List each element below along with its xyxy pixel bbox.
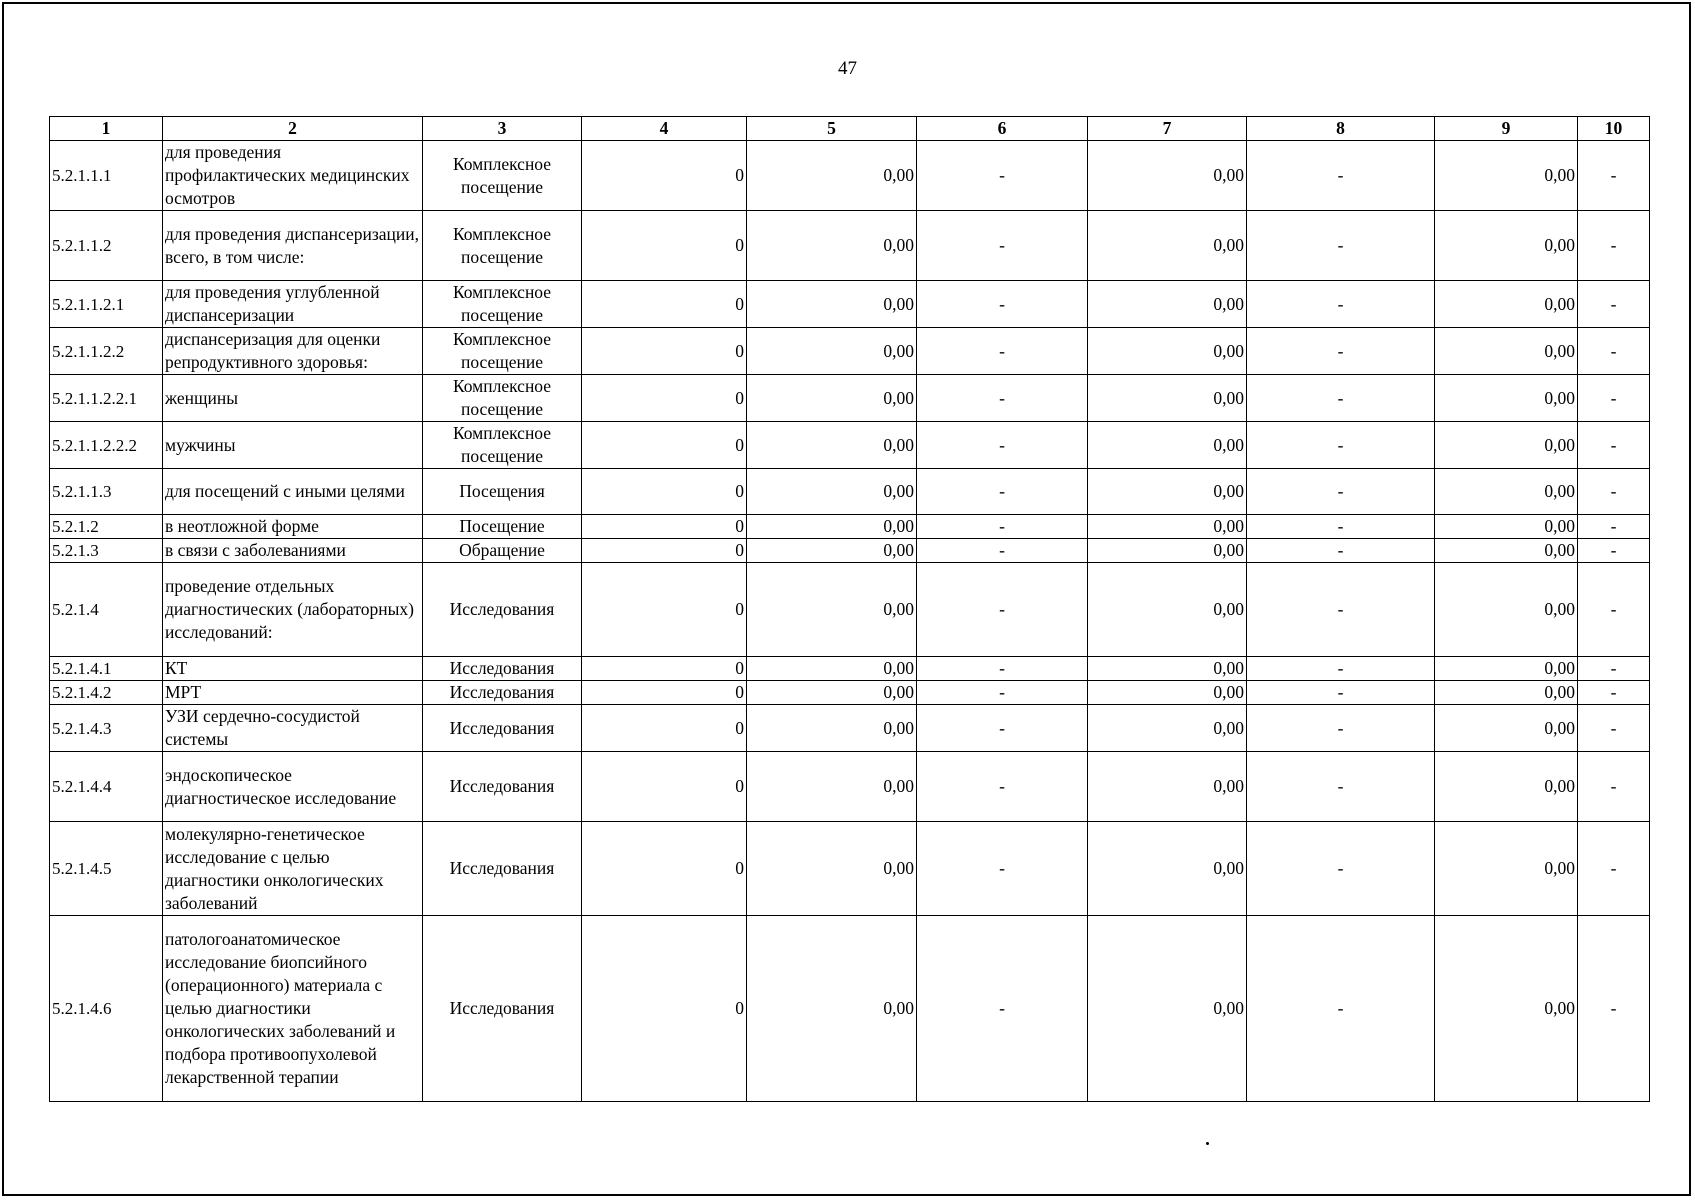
row-name: МРТ [163, 681, 423, 705]
row-col-8: - [1247, 539, 1435, 563]
row-name: мужчины [163, 422, 423, 469]
row-col-8: - [1247, 328, 1435, 375]
row-unit: Исследования [423, 681, 582, 705]
row-name: КТ [163, 657, 423, 681]
row-code: 5.2.1.1.3 [50, 469, 163, 515]
row-col-4: 0 [582, 469, 747, 515]
row-unit: Комплексное посещение [423, 141, 582, 211]
row-code: 5.2.1.4 [50, 563, 163, 657]
row-col-4: 0 [582, 563, 747, 657]
table-row [50, 752, 1650, 822]
row-col-5: 0,00 [747, 563, 917, 657]
row-code: 5.2.1.1.2.2.1 [50, 375, 163, 422]
row-col-8: - [1247, 657, 1435, 681]
row-col-9: 0,00 [1435, 211, 1578, 281]
row-unit: Обращение [423, 539, 582, 563]
table-row [50, 515, 1650, 539]
table-row [50, 469, 1650, 515]
row-col-4: 0 [582, 681, 747, 705]
row-col-10: - [1578, 752, 1650, 822]
row-col-5: 0,00 [747, 657, 917, 681]
row-col-10: - [1578, 375, 1650, 422]
table-row [50, 211, 1650, 281]
row-col-4: 0 [582, 141, 747, 211]
row-col-4: 0 [582, 375, 747, 422]
row-col-4: 0 [582, 822, 747, 916]
row-col-6: - [917, 681, 1088, 705]
column-header: 1 [50, 117, 163, 141]
column-header: 5 [747, 117, 917, 141]
row-col-8: - [1247, 705, 1435, 752]
row-col-7: 0,00 [1088, 422, 1247, 469]
row-unit: Комплексное посещение [423, 328, 582, 375]
row-col-6: - [917, 916, 1088, 1102]
row-col-7: 0,00 [1088, 539, 1247, 563]
row-col-8: - [1247, 563, 1435, 657]
row-col-7: 0,00 [1088, 469, 1247, 515]
row-code: 5.2.1.1.2.2.2 [50, 422, 163, 469]
row-col-8: - [1247, 281, 1435, 328]
row-unit: Комплексное посещение [423, 281, 582, 328]
column-header: 10 [1578, 117, 1650, 141]
row-col-4: 0 [582, 328, 747, 375]
row-name: УЗИ сердечно-сосудистой системы [163, 705, 423, 752]
row-name: патологоанатомическое исследование биопсийного (операционного) материала с целью диагностики онкологических заболеваний и подбора противоопухолевой лекарственной терапии [163, 916, 423, 1102]
table-row [50, 822, 1650, 916]
row-col-6: - [917, 705, 1088, 752]
row-unit: Посещение [423, 515, 582, 539]
row-name: для посещений с иными целями [163, 469, 423, 515]
table-row [50, 563, 1650, 657]
table-row [50, 705, 1650, 752]
row-unit: Исследования [423, 705, 582, 752]
row-name: женщины [163, 375, 423, 422]
row-col-9: 0,00 [1435, 916, 1578, 1102]
table-row [50, 422, 1650, 469]
row-col-6: - [917, 469, 1088, 515]
row-col-9: 0,00 [1435, 563, 1578, 657]
table-row [50, 539, 1650, 563]
row-col-8: - [1247, 822, 1435, 916]
table-row [50, 375, 1650, 422]
row-col-6: - [917, 539, 1088, 563]
page-number: 47 [838, 58, 857, 79]
row-col-4: 0 [582, 657, 747, 681]
row-col-10: - [1578, 916, 1650, 1102]
header-row [50, 117, 1650, 141]
row-col-6: - [917, 422, 1088, 469]
row-col-9: 0,00 [1435, 705, 1578, 752]
row-col-5: 0,00 [747, 422, 917, 469]
row-code: 5.2.1.3 [50, 539, 163, 563]
row-code: 5.2.1.4.4 [50, 752, 163, 822]
row-col-10: - [1578, 422, 1650, 469]
row-col-10: - [1578, 141, 1650, 211]
row-col-5: 0,00 [747, 328, 917, 375]
row-code: 5.2.1.4.6 [50, 916, 163, 1102]
row-col-8: - [1247, 681, 1435, 705]
row-col-5: 0,00 [747, 515, 917, 539]
row-name: для проведения углубленной диспансеризации [163, 281, 423, 328]
row-col-6: - [917, 752, 1088, 822]
row-unit: Исследования [423, 916, 582, 1102]
row-col-7: 0,00 [1088, 141, 1247, 211]
row-col-4: 0 [582, 705, 747, 752]
row-col-5: 0,00 [747, 281, 917, 328]
row-name: для проведения профилактических медицинских осмотров [163, 141, 423, 211]
row-col-6: - [917, 515, 1088, 539]
row-col-7: 0,00 [1088, 705, 1247, 752]
row-col-10: - [1578, 328, 1650, 375]
row-name: эндоскопическое диагностическое исследование [163, 752, 423, 822]
row-col-6: - [917, 141, 1088, 211]
row-col-4: 0 [582, 752, 747, 822]
row-col-7: 0,00 [1088, 752, 1247, 822]
column-header: 3 [423, 117, 582, 141]
row-col-5: 0,00 [747, 916, 917, 1102]
row-col-7: 0,00 [1088, 822, 1247, 916]
column-header: 2 [163, 117, 423, 141]
column-header: 8 [1247, 117, 1435, 141]
table-row [50, 681, 1650, 705]
column-header: 4 [582, 117, 747, 141]
row-col-6: - [917, 657, 1088, 681]
row-col-7: 0,00 [1088, 211, 1247, 281]
row-col-5: 0,00 [747, 211, 917, 281]
row-col-8: - [1247, 752, 1435, 822]
row-col-8: - [1247, 211, 1435, 281]
row-unit: Комплексное посещение [423, 422, 582, 469]
row-col-4: 0 [582, 515, 747, 539]
row-col-7: 0,00 [1088, 681, 1247, 705]
row-col-5: 0,00 [747, 539, 917, 563]
row-col-9: 0,00 [1435, 328, 1578, 375]
row-col-9: 0,00 [1435, 515, 1578, 539]
row-name: в связи с заболеваниями [163, 539, 423, 563]
data-table [49, 116, 1650, 1102]
row-col-5: 0,00 [747, 705, 917, 752]
row-code: 5.2.1.4.2 [50, 681, 163, 705]
row-col-6: - [917, 375, 1088, 422]
row-name: для проведения диспансеризации, всего, в том числе: [163, 211, 423, 281]
row-name: проведение отдельных диагностических (лабораторных) исследований: [163, 563, 423, 657]
row-col-7: 0,00 [1088, 281, 1247, 328]
row-unit: Исследования [423, 752, 582, 822]
row-col-10: - [1578, 211, 1650, 281]
row-col-8: - [1247, 469, 1435, 515]
row-col-7: 0,00 [1088, 515, 1247, 539]
row-col-8: - [1247, 515, 1435, 539]
row-col-9: 0,00 [1435, 657, 1578, 681]
row-col-7: 0,00 [1088, 563, 1247, 657]
table-row [50, 916, 1650, 1102]
table-row [50, 657, 1650, 681]
column-header: 7 [1088, 117, 1247, 141]
row-col-7: 0,00 [1088, 375, 1247, 422]
row-name: в неотложной форме [163, 515, 423, 539]
row-code: 5.2.1.1.2.1 [50, 281, 163, 328]
row-col-5: 0,00 [747, 469, 917, 515]
row-unit: Исследования [423, 657, 582, 681]
row-col-6: - [917, 328, 1088, 375]
row-col-9: 0,00 [1435, 469, 1578, 515]
row-col-9: 0,00 [1435, 375, 1578, 422]
row-col-4: 0 [582, 281, 747, 328]
stray-dot [1206, 1142, 1209, 1145]
table-body [50, 141, 1650, 1102]
row-col-4: 0 [582, 916, 747, 1102]
table-row [50, 141, 1650, 211]
row-col-9: 0,00 [1435, 141, 1578, 211]
row-code: 5.2.1.4.1 [50, 657, 163, 681]
row-col-10: - [1578, 681, 1650, 705]
row-col-7: 0,00 [1088, 328, 1247, 375]
row-col-4: 0 [582, 422, 747, 469]
row-col-10: - [1578, 822, 1650, 916]
row-col-10: - [1578, 705, 1650, 752]
row-col-9: 0,00 [1435, 422, 1578, 469]
row-col-10: - [1578, 563, 1650, 657]
row-name: диспансеризация для оценки репродуктивного здоровья: [163, 328, 423, 375]
row-col-6: - [917, 211, 1088, 281]
table-row [50, 281, 1650, 328]
row-col-5: 0,00 [747, 822, 917, 916]
row-col-8: - [1247, 916, 1435, 1102]
row-col-9: 0,00 [1435, 681, 1578, 705]
row-col-9: 0,00 [1435, 539, 1578, 563]
row-unit: Комплексное посещение [423, 375, 582, 422]
row-col-4: 0 [582, 211, 747, 281]
row-col-6: - [917, 281, 1088, 328]
row-col-8: - [1247, 141, 1435, 211]
row-col-5: 0,00 [747, 681, 917, 705]
row-col-10: - [1578, 515, 1650, 539]
row-col-6: - [917, 822, 1088, 916]
row-col-10: - [1578, 281, 1650, 328]
row-col-5: 0,00 [747, 752, 917, 822]
row-col-8: - [1247, 422, 1435, 469]
row-col-10: - [1578, 469, 1650, 515]
row-col-7: 0,00 [1088, 657, 1247, 681]
row-name: молекулярно-генетическое исследование с целью диагностики онкологических заболеваний [163, 822, 423, 916]
row-code: 5.2.1.4.3 [50, 705, 163, 752]
row-unit: Комплексное посещение [423, 211, 582, 281]
row-unit: Посещения [423, 469, 582, 515]
row-col-5: 0,00 [747, 375, 917, 422]
row-col-9: 0,00 [1435, 281, 1578, 328]
row-col-7: 0,00 [1088, 916, 1247, 1102]
row-col-9: 0,00 [1435, 822, 1578, 916]
row-unit: Исследования [423, 822, 582, 916]
row-unit: Исследования [423, 563, 582, 657]
row-code: 5.2.1.1.2.2 [50, 328, 163, 375]
row-code: 5.2.1.2 [50, 515, 163, 539]
row-col-9: 0,00 [1435, 752, 1578, 822]
row-code: 5.2.1.1.1 [50, 141, 163, 211]
row-col-5: 0,00 [747, 141, 917, 211]
column-header: 9 [1435, 117, 1578, 141]
row-col-10: - [1578, 539, 1650, 563]
column-header: 6 [917, 117, 1088, 141]
table-row [50, 328, 1650, 375]
row-col-10: - [1578, 657, 1650, 681]
row-col-6: - [917, 563, 1088, 657]
row-col-4: 0 [582, 539, 747, 563]
row-code: 5.2.1.4.5 [50, 822, 163, 916]
row-code: 5.2.1.1.2 [50, 211, 163, 281]
row-col-8: - [1247, 375, 1435, 422]
